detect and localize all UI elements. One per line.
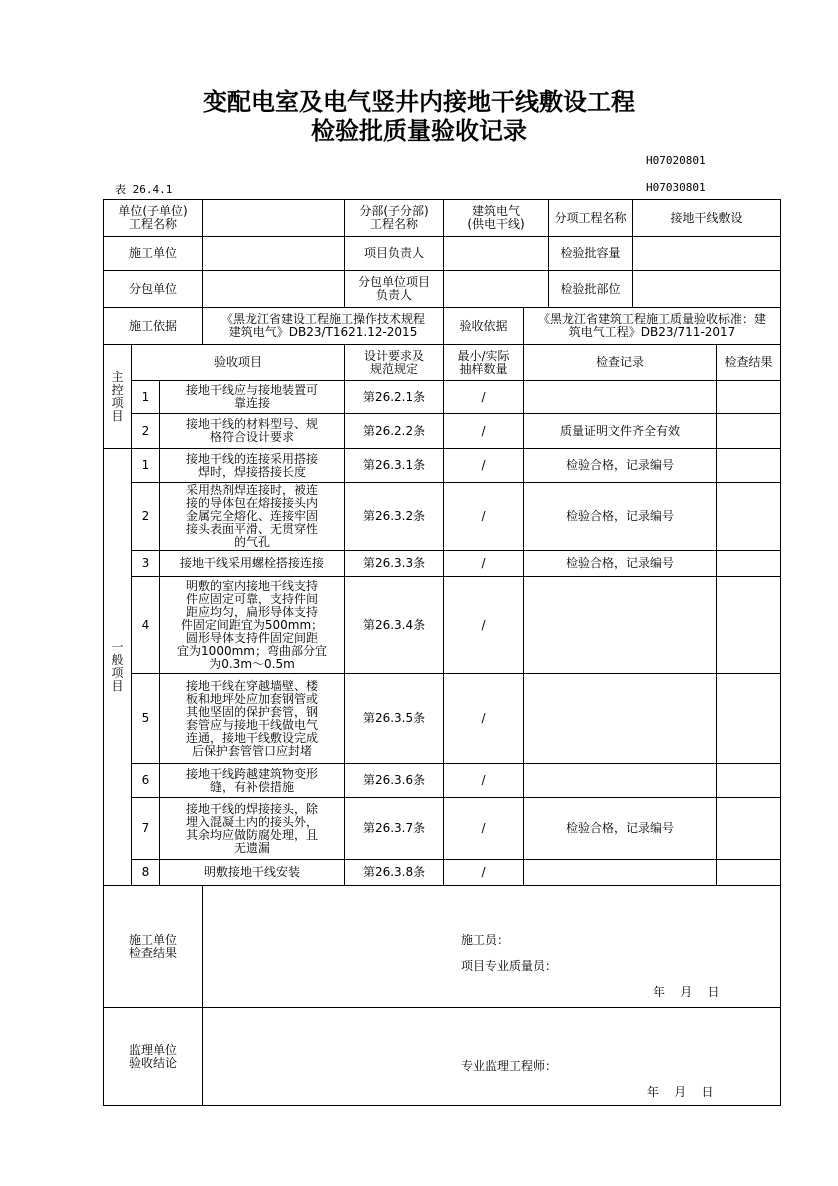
- item-result[interactable]: [717, 414, 781, 449]
- item-sample: /: [444, 381, 524, 414]
- item-number: 8: [132, 860, 160, 886]
- project-manager-value[interactable]: [444, 237, 549, 271]
- acceptance-basis-value: 《黑龙江省建筑工程施工质量验收标准：建 筑电气工程》DB23/711-2017: [524, 308, 781, 345]
- sub-project-manager-value[interactable]: [444, 271, 549, 308]
- item-record[interactable]: 检验合格，记录编号: [524, 798, 717, 860]
- subitem-project-label: 分项工程名称: [549, 200, 633, 237]
- constructor-label: 施工单位: [104, 237, 203, 271]
- item-clause: 第26.2.1条: [345, 381, 444, 414]
- table-row: [104, 577, 781, 674]
- item-number: 2: [132, 483, 160, 551]
- item-result[interactable]: [717, 449, 781, 483]
- item-result[interactable]: [717, 483, 781, 551]
- batch-location-value[interactable]: [633, 271, 781, 308]
- item-record[interactable]: 检验合格，记录编号: [524, 551, 717, 577]
- item-record[interactable]: [524, 577, 717, 674]
- main-control-items-label: 主 控 项 目: [104, 345, 132, 449]
- item-record[interactable]: [524, 674, 717, 764]
- item-result[interactable]: [717, 674, 781, 764]
- item-clause: 第26.3.4条: [345, 577, 444, 674]
- construction-basis-value: 《黑龙江省建设工程施工操作技术规程 建筑电气》DB23/T1621.12-2015: [203, 308, 444, 345]
- item-clause: 第26.3.1条: [345, 449, 444, 483]
- item-record[interactable]: [524, 860, 717, 886]
- construction-basis-label: 施工依据: [104, 308, 203, 345]
- subitem-project-value: 接地干线敷设: [633, 200, 781, 237]
- table-row: [104, 860, 781, 886]
- col-header-record: 检查记录: [524, 345, 717, 381]
- item-record[interactable]: [524, 381, 717, 414]
- table-row: [104, 414, 781, 449]
- table-row: [104, 764, 781, 798]
- subcontractor-value[interactable]: [203, 271, 345, 308]
- item-result[interactable]: [717, 764, 781, 798]
- item-clause: 第26.3.7条: [345, 798, 444, 860]
- item-description: 接地干线的材料型号、规 格符合设计要求: [160, 414, 345, 449]
- supervision-label: 监理单位 验收结论: [104, 1008, 203, 1106]
- col-header-design: 设计要求及 规范规定: [345, 345, 444, 381]
- col-header-result: 检查结果: [717, 345, 781, 381]
- item-number: 5: [132, 674, 160, 764]
- inspection-form-table: [103, 199, 781, 1106]
- item-description: 接地干线的焊接接头，除 埋入混凝土内的接头外， 其余均应做防腐处理，且 无遗漏: [160, 798, 345, 860]
- item-sample: /: [444, 551, 524, 577]
- item-clause: 第26.3.2条: [345, 483, 444, 551]
- item-clause: 第26.3.5条: [345, 674, 444, 764]
- item-sample: /: [444, 764, 524, 798]
- supervision-cell[interactable]: [203, 1008, 781, 1106]
- item-description: 接地干线在穿越墙壁、楼 板和地坪处应加套钢管或 其他坚固的保护套管，钢 套管应与接地干线做电气 连通，接地干线敷设完成 后保护套管管口应封堵: [160, 674, 345, 764]
- item-result[interactable]: [717, 381, 781, 414]
- table-row: [104, 551, 781, 577]
- item-number: 4: [132, 577, 160, 674]
- table-number: 表 26.4.1: [115, 183, 173, 196]
- col-header-sample: 最小/实际 抽样数量: [444, 345, 524, 381]
- item-clause: 第26.3.6条: [345, 764, 444, 798]
- item-clause: 第26.3.8条: [345, 860, 444, 886]
- item-clause: 第26.3.3条: [345, 551, 444, 577]
- item-record[interactable]: 质量证明文件齐全有效: [524, 414, 717, 449]
- item-sample: /: [444, 414, 524, 449]
- acceptance-basis-label: 验收依据: [444, 308, 524, 345]
- table-row: [104, 798, 781, 860]
- item-result[interactable]: [717, 798, 781, 860]
- item-sample: /: [444, 860, 524, 886]
- construction-date: 年 月 日: [653, 985, 720, 999]
- division-project-label: 分部(子分部) 工程名称: [345, 200, 444, 237]
- sub-project-manager-label: 分包单位项目 负责人: [345, 271, 444, 308]
- unit-project-label: 单位(子单位) 工程名称: [104, 200, 203, 237]
- item-sample: /: [444, 674, 524, 764]
- table-row: [104, 449, 781, 483]
- project-manager-label: 项目负责人: [345, 237, 444, 271]
- item-number: 2: [132, 414, 160, 449]
- subcontractor-label: 分包单位: [104, 271, 203, 308]
- quality-inspector-label: 项目专业质量员：: [461, 959, 558, 973]
- item-description: 明敷接地干线安装: [160, 860, 345, 886]
- form-code-1: H07020801: [646, 154, 706, 167]
- item-result[interactable]: [717, 577, 781, 674]
- item-record[interactable]: 检验合格，记录编号: [524, 449, 717, 483]
- form-code-2: H07030801: [646, 181, 706, 194]
- table-row: [104, 674, 781, 764]
- table-row: [104, 381, 781, 414]
- division-project-value: 建筑电气 (供电干线): [444, 200, 549, 237]
- item-number: 3: [132, 551, 160, 577]
- item-clause: 第26.2.2条: [345, 414, 444, 449]
- item-description: 采用热剂焊连接时，被连 接的导体包在熔接接头内 金属完全熔化、连接牢固 接头表面平滑、无贯穿性 的气孔: [160, 483, 345, 551]
- item-record[interactable]: 检验合格，记录编号: [524, 483, 717, 551]
- supervision-date: 年 月 日: [647, 1085, 714, 1099]
- item-result[interactable]: [717, 551, 781, 577]
- item-description: 接地干线的连接采用搭接 焊时，焊接搭接长度: [160, 449, 345, 483]
- batch-capacity-label: 检验批容量: [549, 237, 633, 271]
- item-number: 7: [132, 798, 160, 860]
- construction-worker-label: 施工员：: [461, 933, 510, 947]
- item-result[interactable]: [717, 860, 781, 886]
- item-sample: /: [444, 449, 524, 483]
- item-description: 接地干线跨越建筑物变形 缝，有补偿措施: [160, 764, 345, 798]
- construction-check-cell[interactable]: [203, 886, 781, 1008]
- item-sample: /: [444, 483, 524, 551]
- item-number: 1: [132, 449, 160, 483]
- item-description: 接地干线应与接地装置可 靠连接: [160, 381, 345, 414]
- title-line-1: 变配电室及电气竖井内接地干线敷设工程: [203, 87, 635, 116]
- item-number: 1: [132, 381, 160, 414]
- batch-capacity-value[interactable]: [633, 237, 781, 271]
- unit-project-value[interactable]: [203, 200, 345, 237]
- general-items-label: 一 般 项 目: [104, 449, 132, 886]
- item-description: 接地干线采用螺栓搭接连接: [160, 551, 345, 577]
- constructor-value[interactable]: [203, 237, 345, 271]
- title-line-2: 检验批质量验收记录: [311, 116, 527, 145]
- supervision-engineer-label: 专业监理工程师：: [461, 1059, 558, 1073]
- table-row: [104, 483, 781, 551]
- item-record[interactable]: [524, 764, 717, 798]
- batch-location-label: 检验批部位: [549, 271, 633, 308]
- item-number: 6: [132, 764, 160, 798]
- col-header-item: 验收项目: [132, 345, 345, 381]
- item-sample: /: [444, 798, 524, 860]
- item-description: 明敷的室内接地干线支持 件应固定可靠，支持件间 距应均匀，扁形导体支持 件固定间距宜为500mm； 圆形导体支持件固定间距 宜为1000mm；弯曲部分宜 为0.3m～0.5m: [160, 577, 345, 674]
- item-sample: /: [444, 577, 524, 674]
- construction-check-label: 施工单位 检查结果: [104, 886, 203, 1008]
